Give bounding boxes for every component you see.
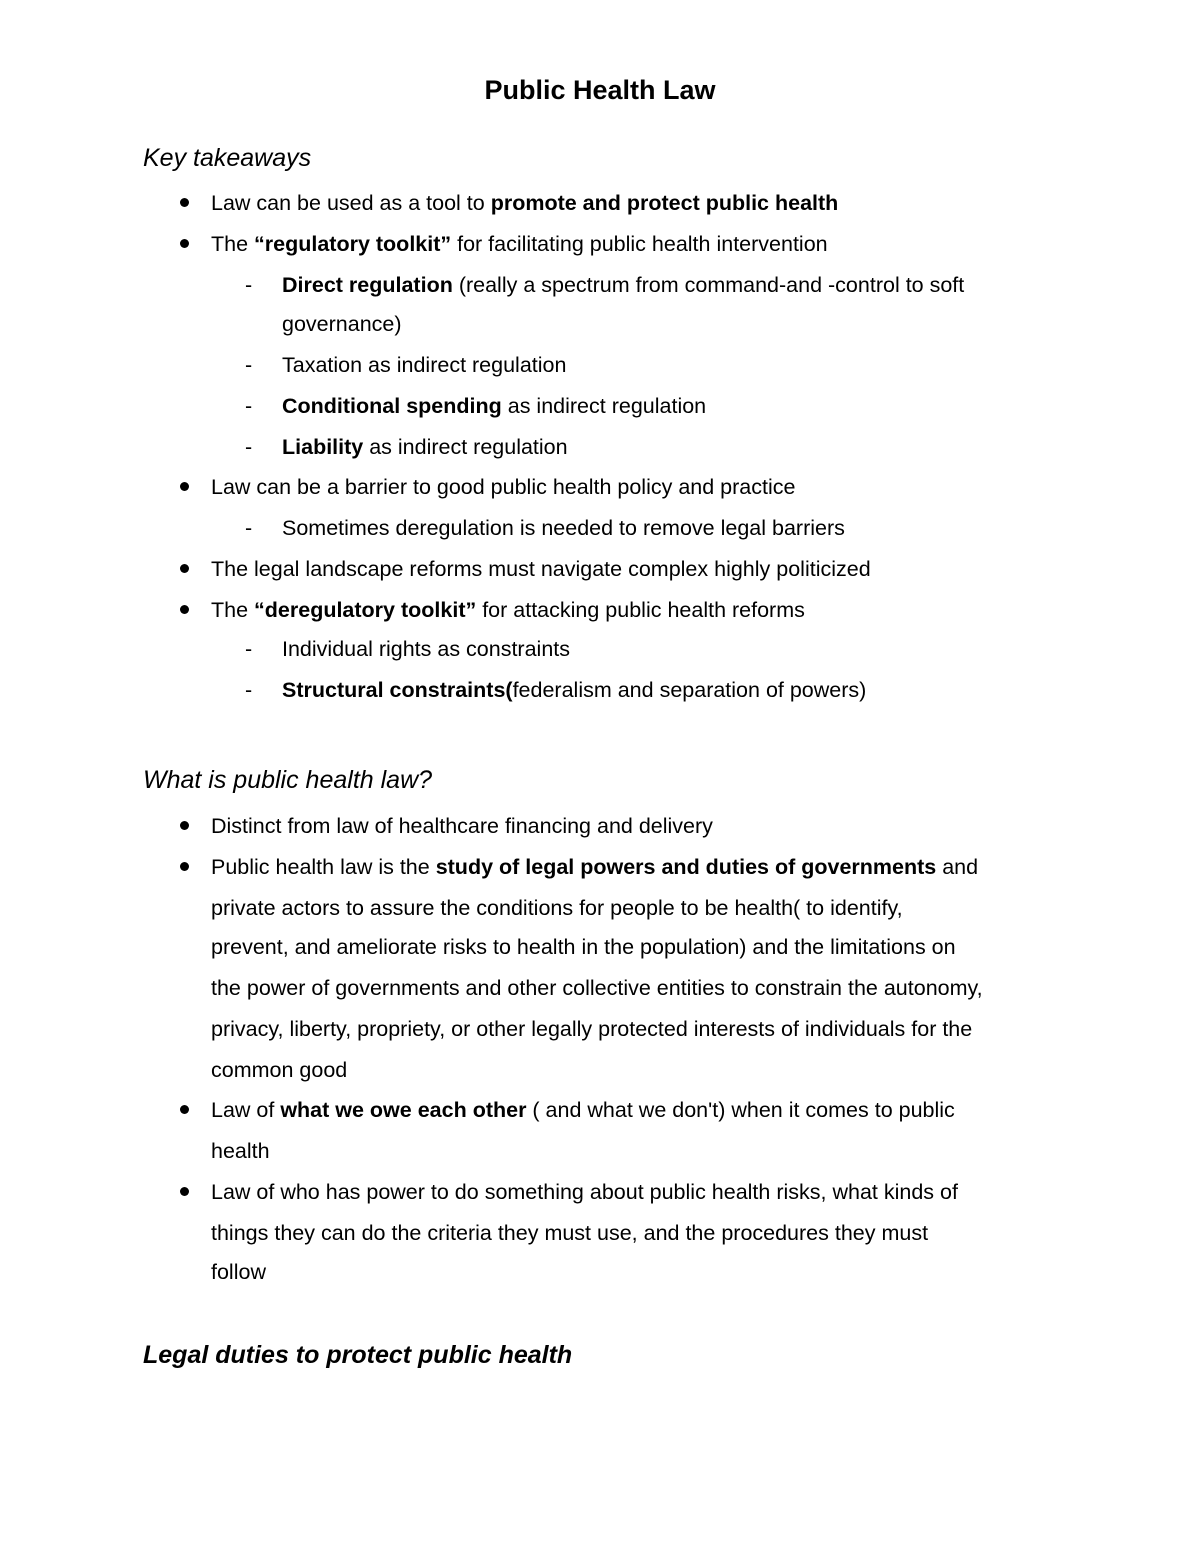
list-item-continuation: health	[211, 1139, 270, 1163]
list-item: Distinct from law of healthcare financing and delivery	[211, 814, 713, 838]
list-item: Public health law is the study of legal powers and duties of governments and	[211, 855, 979, 879]
dash-marker: -	[245, 637, 253, 661]
bullet-icon	[180, 482, 192, 494]
bullet-icon	[180, 239, 192, 251]
bullet-icon	[180, 198, 192, 210]
sub-list-item: Liability as indirect regulation	[282, 435, 568, 459]
list-item: Law of who has power to do something about public health risks, what kinds of	[211, 1180, 958, 1204]
bullet-icon	[180, 821, 192, 833]
list-item-continuation: privacy, liberty, propriety, or other legally protected interests of individuals for the	[211, 1017, 973, 1041]
dash-marker: -	[245, 353, 253, 377]
sub-list-item: Sometimes deregulation is needed to remove legal barriers	[282, 516, 845, 540]
list-item-continuation: things they can do the criteria they must use, and the procedures they must	[211, 1221, 929, 1245]
dash-marker: -	[245, 435, 253, 459]
heading-what-is-public-health-law: What is public health law?	[143, 766, 433, 794]
sub-list-item: Individual rights as constraints	[282, 637, 571, 661]
list-item-continuation: follow	[211, 1260, 266, 1284]
bullet-icon	[180, 1105, 192, 1117]
heading-legal-duties: Legal duties to protect public health	[143, 1341, 573, 1369]
bullet-icon	[180, 564, 192, 576]
sub-list-item: Structural constraints(federalism and separation of powers)	[282, 678, 867, 702]
list-item: Law can be used as a tool to promote and protect public health	[211, 191, 839, 215]
list-item-continuation: private actors to assure the conditions for people to be health( to identify,	[211, 896, 903, 920]
list-item: The “deregulatory toolkit” for attacking public health reforms	[211, 598, 805, 622]
sub-list-item-continuation: governance)	[282, 312, 402, 336]
dash-marker: -	[245, 516, 253, 540]
bullet-icon	[180, 605, 192, 617]
bullet-icon	[180, 1187, 192, 1199]
list-item: The “regulatory toolkit” for facilitating public health intervention	[211, 232, 828, 256]
sub-list-item: Direct regulation (really a spectrum from command-and -control to soft	[282, 273, 965, 297]
sub-list-item: Taxation as indirect regulation	[282, 353, 567, 377]
list-item-continuation: common good	[211, 1058, 348, 1082]
dash-marker: -	[245, 678, 253, 702]
sub-list-item: Conditional spending as indirect regulation	[282, 394, 707, 418]
dash-marker: -	[245, 394, 253, 418]
list-item: The legal landscape reforms must navigate complex highly politicized	[211, 557, 871, 581]
list-item: Law can be a barrier to good public health policy and practice	[211, 475, 796, 499]
bullet-icon	[180, 862, 192, 874]
page-title: Public Health Law	[484, 75, 716, 105]
list-item-continuation: the power of governments and other collective entities to constrain the autonomy,	[211, 976, 983, 1000]
list-item-continuation: prevent, and ameliorate risks to health in the population) and the limitations on	[211, 935, 956, 959]
dash-marker: -	[245, 273, 253, 297]
list-item: Law of what we owe each other ( and what we don't) when it comes to public	[211, 1098, 955, 1122]
heading-key-takeaways: Key takeaways	[143, 144, 312, 172]
